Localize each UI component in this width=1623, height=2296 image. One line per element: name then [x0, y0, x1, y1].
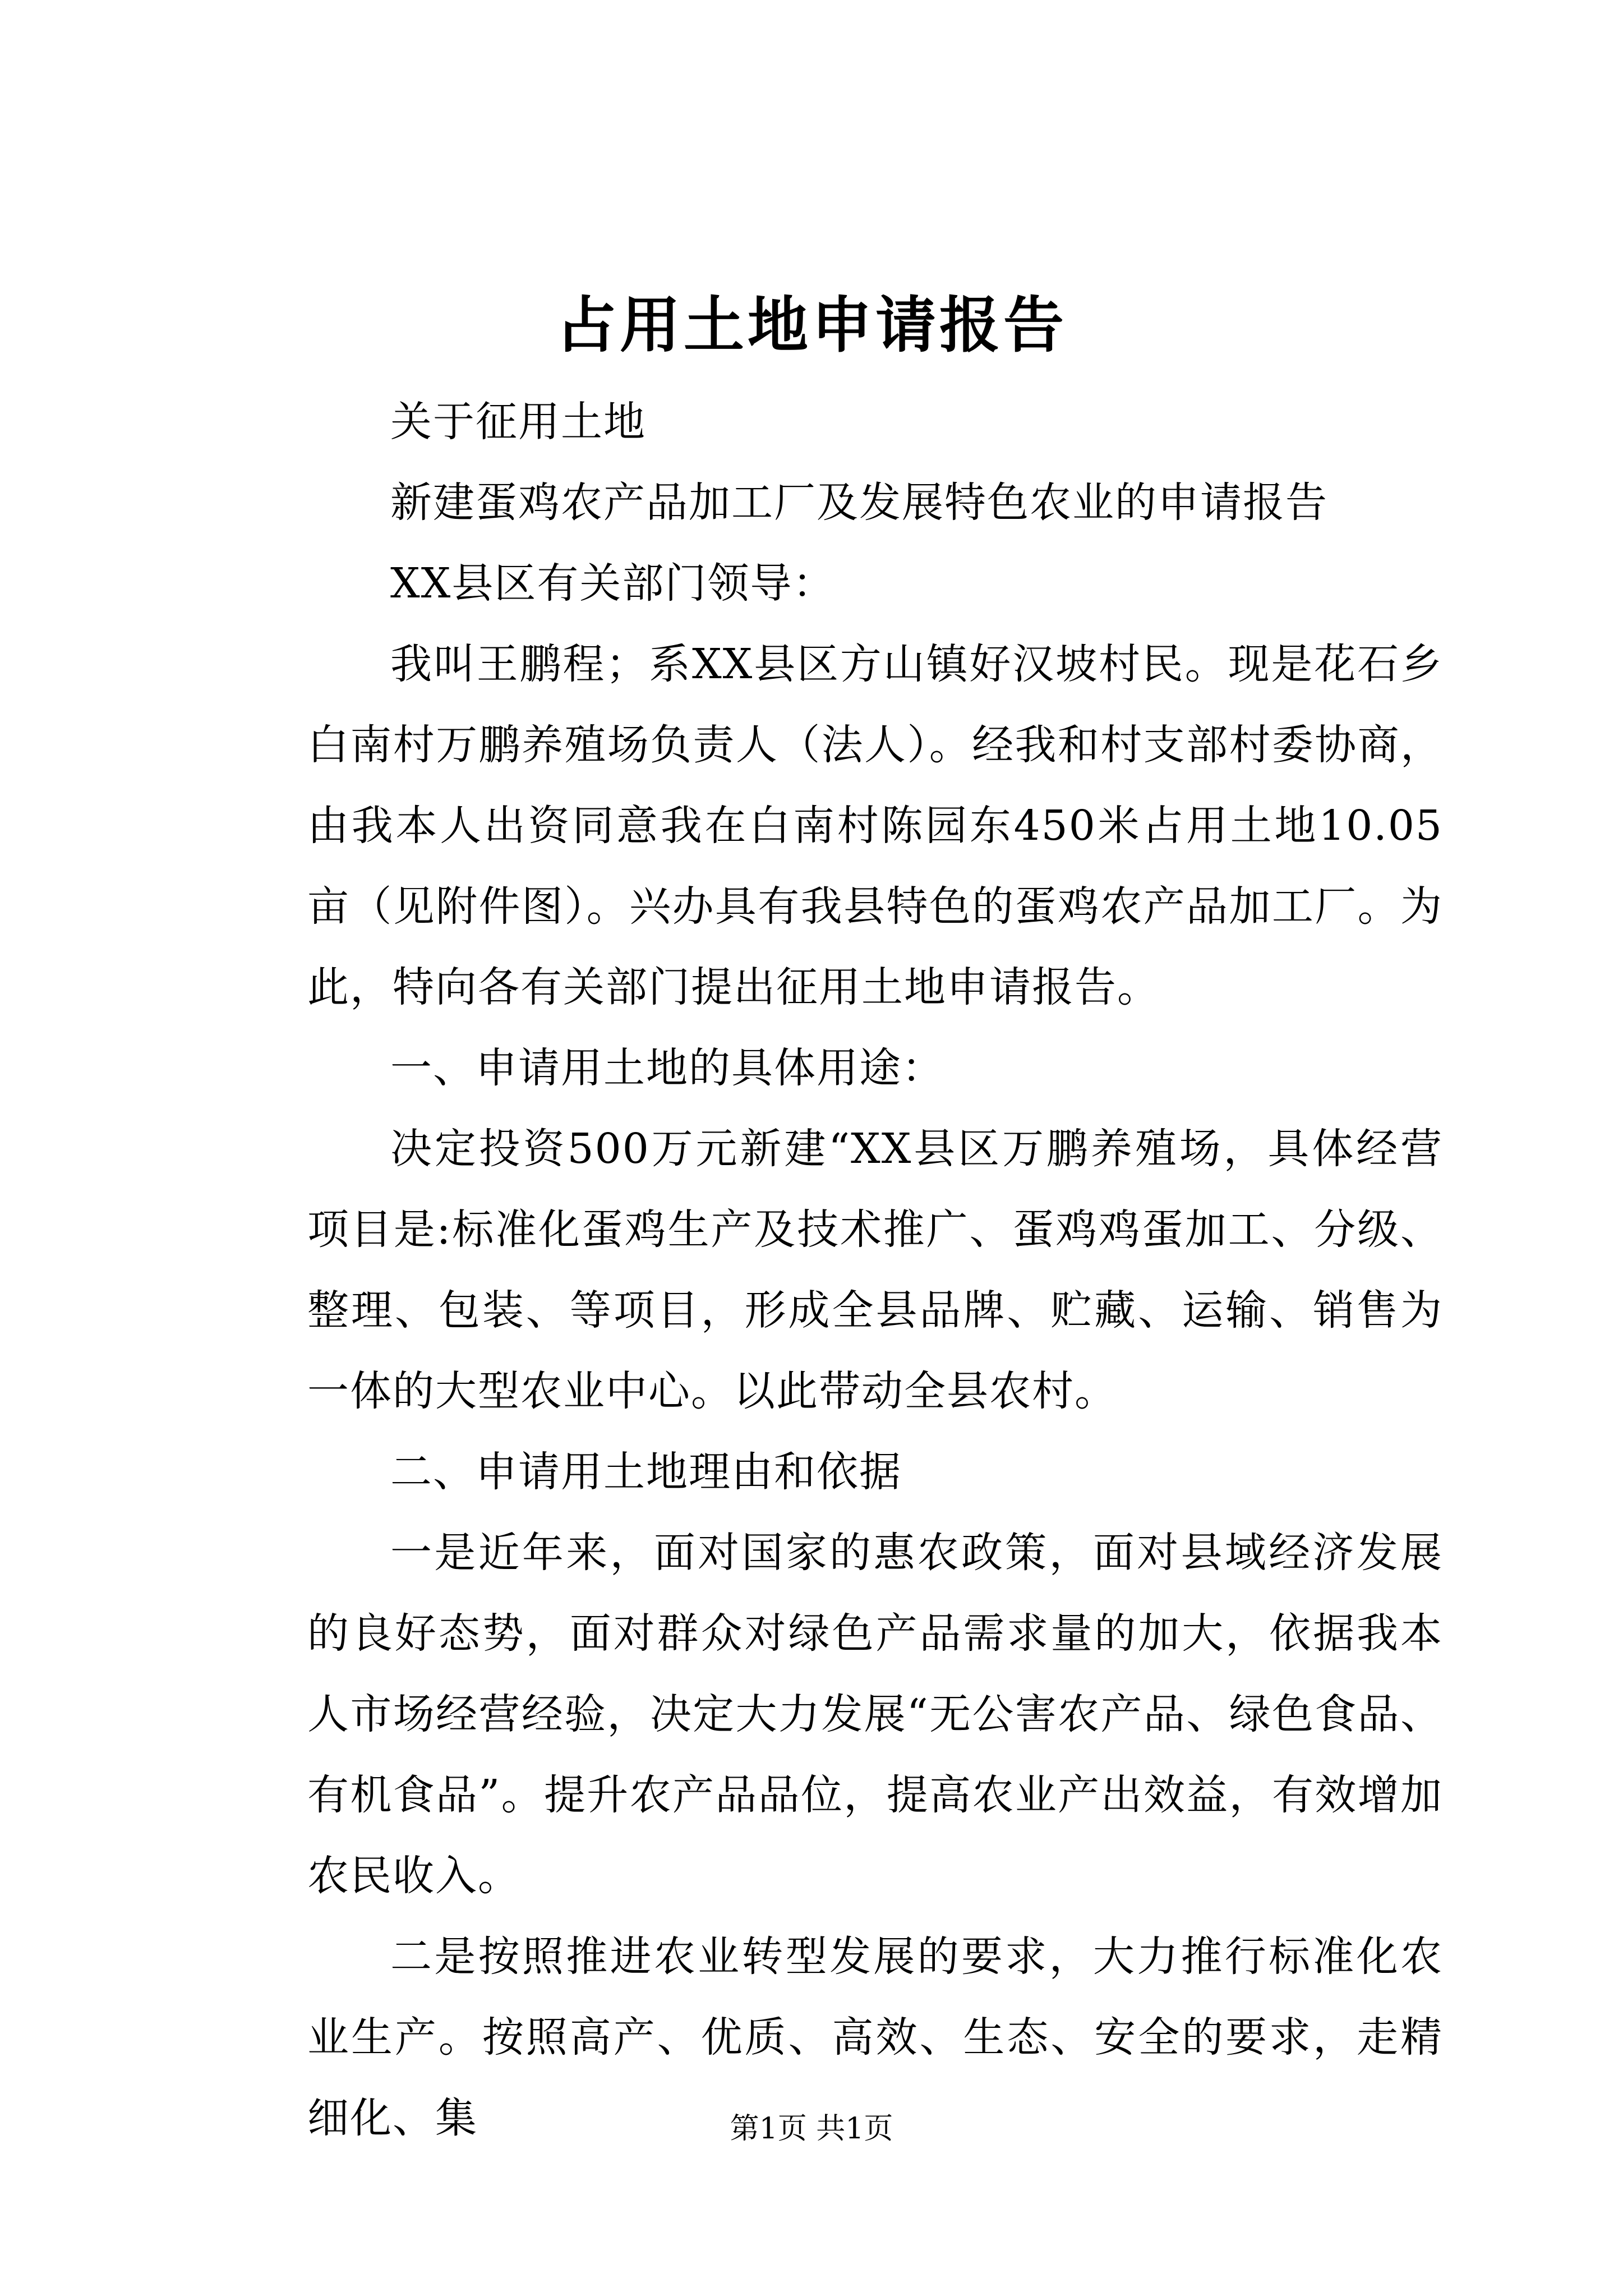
section-heading-reasons: 二、申请用土地理由和依据 — [390, 1448, 902, 1496]
paragraph-salutation: XX县区有关部门领导： — [390, 559, 836, 608]
document-title: 占用土地申请报告 — [555, 290, 1067, 361]
paragraph-reason-two: 二是按照推进农业转型发展的要求，大力推行标准化农业生产。按照高产、优质、高效、生态、安全的要求，走精细化、集 — [307, 1932, 1443, 2142]
paragraph-reason-one: 一是近年来，面对国家的惠农政策，面对县域经济发展的良好态势，面对群众对绿色产品需求量的加大，依据我本人市场经营经验，决定大力发展“无公害农产品、绿色食品、有机食品”。提升农产品品位，提高农业产出效益，有效增加农民收入。 — [307, 1529, 1443, 1900]
paragraph-subject-line-1: 关于征用土地 — [390, 398, 646, 446]
paragraph-usage: 决定投资500万元新建“XX县区万鹏养殖场，具体经营项目是:标准化蛋鸡生产及技术推广、蛋鸡鸡蛋加工、分级、整理、包装、等项目，形成全县品牌、贮藏、运输、销售为一体的大型农业中心。以此带动全县农村。 — [307, 1125, 1443, 1415]
document-body — [307, 381, 1443, 2159]
paragraph-introduction: 我叫王鹏程；系XX县区方山镇好汉坡村民。现是花石乡白南村万鹏养殖场负责人（法人）。经我和村支部村委协商，由我本人出资同意我在白南村陈园东450米占用土地10.05亩（见附件图）。兴办具有我县特色的蛋鸡农产品加工厂。为此，特向各有关部门提出征用土地申请报告。 — [307, 640, 1443, 1011]
section-heading-usage: 一、申请用土地的具体用途： — [390, 1044, 944, 1092]
page-footer: 第1页 共1页 — [730, 2112, 893, 2146]
paragraph-subject-line-2: 新建蛋鸡农产品加工厂及发展特色农业的申请报告 — [390, 478, 1328, 527]
